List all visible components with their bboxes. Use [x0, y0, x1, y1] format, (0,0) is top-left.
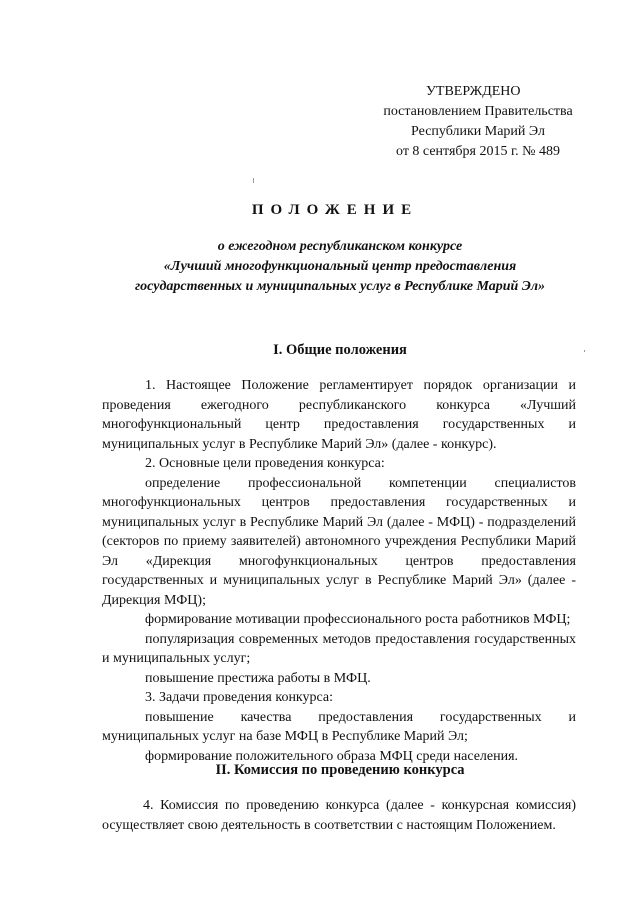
- document-subtitle: [60, 237, 620, 297]
- paragraph: 2. Основные цели проведения конкурса:: [145, 456, 385, 471]
- paragraph: повышение престижа работы в МФЦ.: [145, 670, 371, 686]
- scan-speck: [584, 350, 585, 352]
- paragraph: формирование положительного образа МФЦ среди населения.: [145, 748, 519, 764]
- paragraph: 1. Настоящее Положение регламентирует порядок организации и проведения ежегодного республиканского конкурса «Лучший многофункциональный центр предоставления государственных и муниципальных услуг в Республике Марий Эл» (далее - конкурс).: [102, 378, 576, 452]
- paragraph: повышение качества предоставления государственных и муниципальных услуг на базе МФЦ в Республике Марий Эл;: [102, 709, 576, 744]
- paragraph: 3. Задачи проведения конкурса:: [145, 690, 334, 705]
- subtitle-line: о ежегодном республиканском конкурсе: [217, 239, 463, 254]
- subtitle-line: государственных и муниципальных услуг в Республике Марий Эл»: [134, 279, 546, 294]
- subtitle-line: «Лучший многофункциональный центр предоставления: [163, 259, 517, 274]
- paragraph: формирование мотивации профессионального роста работников МФЦ;: [145, 612, 571, 627]
- paragraph: определение профессиональной компетенции специалистов многофункциональных центров предоставления государственных и муниципальных услуг в Республике Марий Эл (далее - МФЦ) - подразделений (секторов по приему заявителей) автономного учреждения Республики Марий Эл «Дирекция многофункциональных центров предоставления государственных и муниципальных услуг в Республике Марий Эл» (далее - Дирекция МФЦ);: [102, 475, 576, 608]
- approval-stamp: [368, 82, 588, 162]
- paragraph: 4. Комиссия по проведению конкурса (далее - конкурсная комиссия) осуществляет свою деятельность в соответствии с настоящим Положением.: [102, 798, 576, 833]
- approval-resolution: постановлением Правительства: [383, 104, 573, 119]
- scan-speck: [253, 178, 254, 183]
- section-commission-body: [102, 796, 576, 835]
- approval-republic: Республики Марий Эл: [411, 124, 545, 139]
- section-heading-general: I. Общие положения: [273, 342, 407, 358]
- approval-title: УТВЕРЖДЕНО: [426, 84, 521, 99]
- section-general-body: [102, 376, 576, 766]
- document-title: ПОЛОЖЕНИЕ: [251, 202, 419, 218]
- approval-date-number: от 8 сентября 2015 г. № 489: [396, 144, 560, 159]
- paragraph: популяризация современных методов предоставления государственных и муниципальных услуг;: [102, 631, 576, 666]
- section-heading-commission: II. Комиссия по проведению конкурса: [215, 762, 465, 778]
